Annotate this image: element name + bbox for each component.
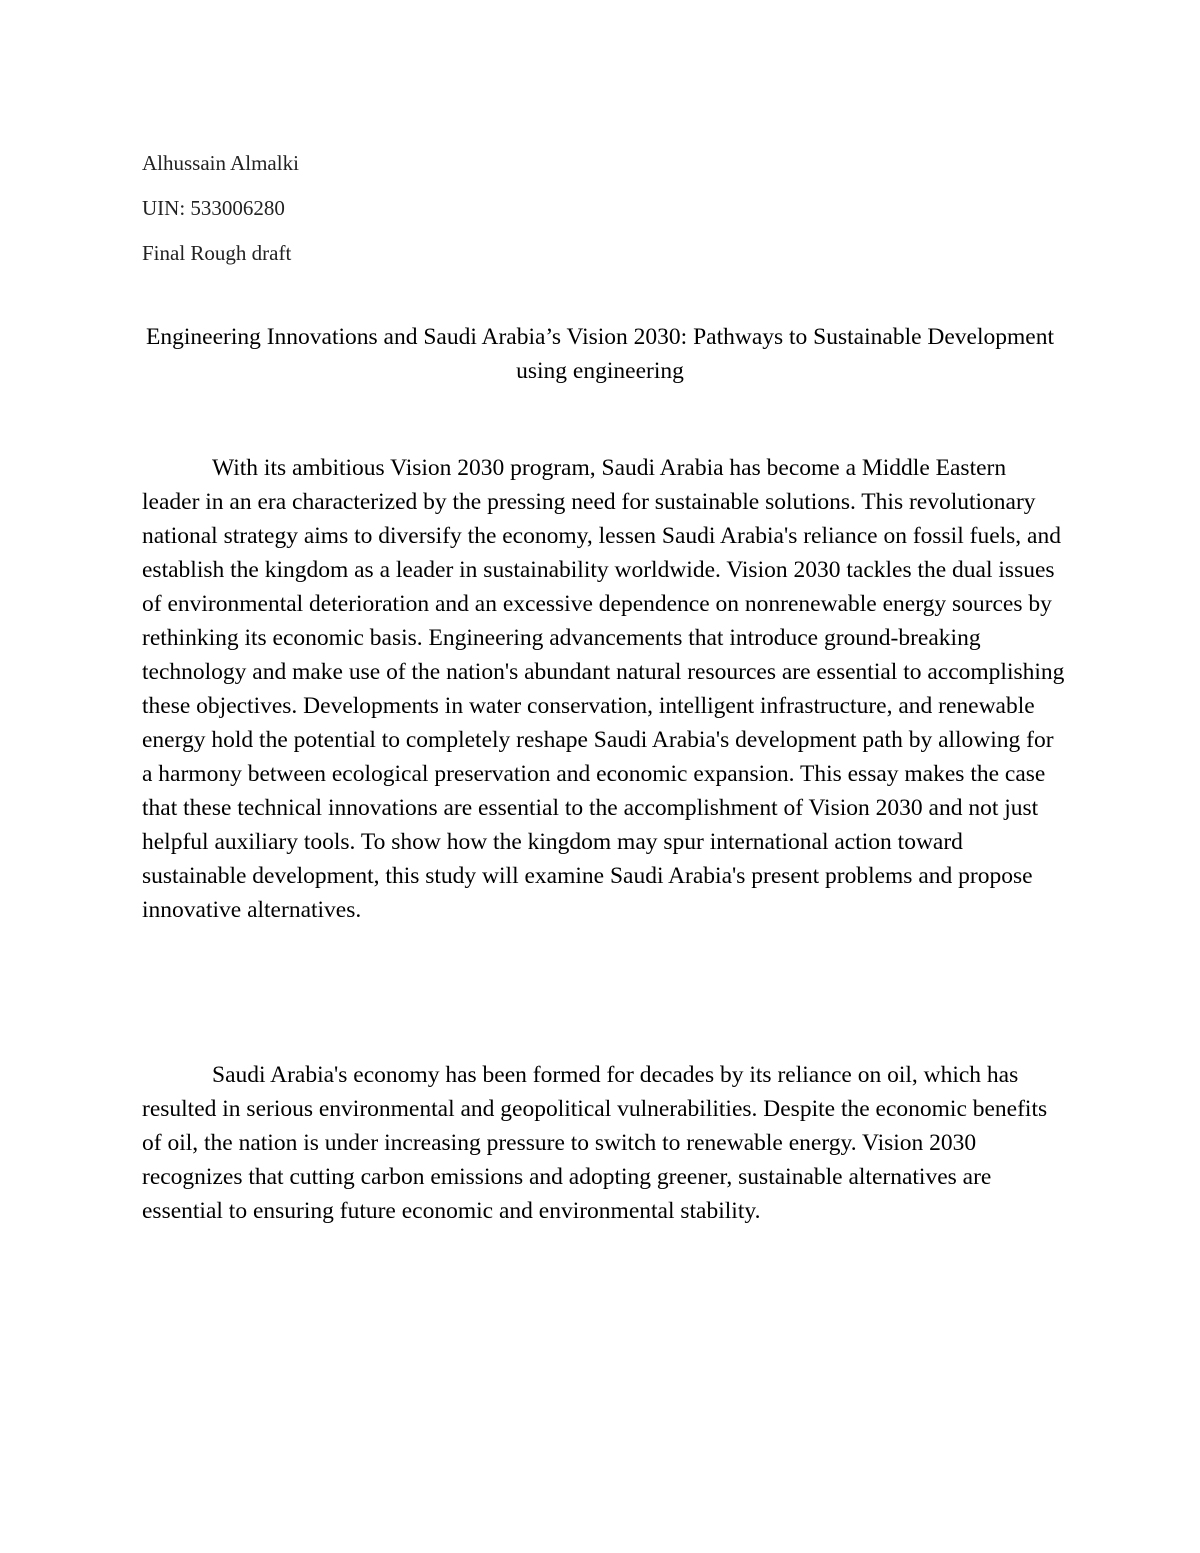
paragraph-2: Saudi Arabia's economy has been formed for decades by its reliance on oil, which has resulted in serious environmental and geopolitical vulnerabilities. Despite the economic benefits of oil, the nation is under increasing pressure to switch to renewable energy. Vision 2030 recognizes that cutting carbon emissions and adopting greener, sustainable alternatives are essential to ensuring future economic and environmental stability. (142, 1062, 1048, 1224)
draft-label: Final Rough draft (142, 241, 292, 265)
author-name: Alhussain Almalki (142, 151, 299, 175)
paragraph-1: With its ambitious Vision 2030 program, Saudi Arabia has become a Middle Eastern leader in an era characterized by the pressing need for sustainable solutions. This revolutionary national strategy aims to diversify the economy, lessen Saudi Arabia's reliance on fossil fuels, and establish the kingdom as a leader in sustainability worldwide. Vision 2030 tackles the dual issues of environmental deterioration and an excessive dependence on nonrenewable energy sources by rethinking its economic basis. Engineering advancements that introduce ground-breaking technology and make use of the nation's abundant natural resources are essential to accomplishing these objectives. Developments in water conservation, intelligent infrastructure, and renewable energy hold the potential to completely reshape Saudi Arabia's development path by allowing for a harmony between ecological preservation and economic expansion. This essay makes the case that these technical innovations are essential to the accomplishment of Vision 2030 and not just helpful auxiliary tools. To show how the kingdom may spur international action toward sustainable development, this study will examine Saudi Arabia's present problems and propose innovative alternatives. (142, 455, 1065, 923)
uin-line: UIN: 533006280 (142, 196, 285, 220)
essay-title: Engineering Innovations and Saudi Arabia’s Vision 2030: Pathways to Sustainable Development using engineering (146, 324, 1054, 384)
header-block (142, 141, 742, 276)
